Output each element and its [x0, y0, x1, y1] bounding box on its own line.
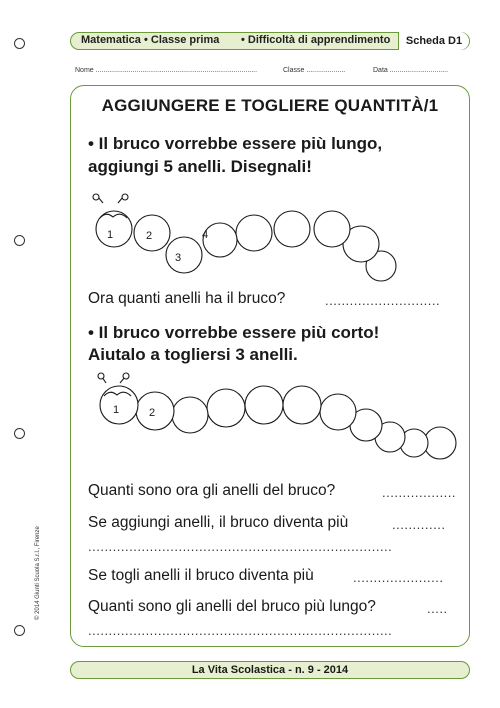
question-2-dots: ............. — [392, 517, 446, 532]
question-3-dots: ...................... — [353, 570, 444, 585]
ex1-line2-a: aggiungi — [88, 157, 164, 176]
ring2-number-2: 2 — [148, 407, 156, 419]
header-topic: • Difficoltà di apprendimento — [241, 34, 391, 46]
ex2-number: 3 — [235, 345, 245, 364]
ex2-instruction-line1: • Il bruco vorrebbe essere più corto! — [88, 323, 380, 342]
question-2: Se aggiungi anelli, il bruco diventa più — [88, 514, 349, 531]
copyright-note: © 2014 Giunti Scuola S.r.l., Firenze — [35, 526, 41, 620]
header-subject: Matematica • Classe prima — [81, 34, 220, 46]
nome-field: Nome ................................................................................... — [75, 67, 258, 74]
question-1-dots: .................. — [382, 485, 457, 500]
question-2-line2: .......................................................................... — [88, 539, 393, 554]
ex1-line2-b: anelli. Disegnali! — [173, 157, 312, 176]
ex1-question: Ora quanti anelli ha il bruco? — [88, 290, 286, 307]
ring-number-2: 2 — [145, 230, 153, 242]
footer-bar: La Vita Scolastica - n. 9 - 2014 — [70, 661, 470, 679]
worksheet-title: AGGIUNGERE E TOGLIERE QUANTITÀ/1 — [101, 96, 439, 115]
ex2-line2-b: anelli. — [244, 345, 298, 364]
caterpillar-long — [93, 194, 396, 281]
ex2-instruction-line2 — [88, 344, 298, 365]
question-4: Quanti sono gli anelli del bruco più lungo? — [88, 598, 376, 615]
scheda-label: Scheda D1 — [398, 32, 469, 50]
classe-field: Classe .................... — [283, 67, 346, 74]
question-4-dots: ..... — [427, 601, 448, 616]
ex2-line2-a: Aiutalo a togliersi — [88, 345, 236, 364]
question-3: Se togli anelli il bruco diventa più — [88, 567, 314, 584]
caterpillar-short — [98, 373, 456, 459]
ex1-number: 5 — [163, 157, 174, 176]
ex1-answer-dots: ............................ — [325, 293, 441, 308]
ring-number-3: 3 — [174, 252, 182, 264]
ring-number-1: 1 — [106, 229, 114, 241]
ring2-number-1: 1 — [112, 404, 120, 416]
ring-number-4: 4 — [201, 229, 209, 241]
data-field: Data .............................. — [373, 67, 449, 74]
ex1-instruction-line1: • Il bruco vorrebbe essere più lungo, — [88, 134, 383, 153]
question-1: Quanti sono ora gli anelli del bruco? — [88, 482, 336, 499]
question-4-line2: .......................................................................... — [88, 623, 393, 638]
